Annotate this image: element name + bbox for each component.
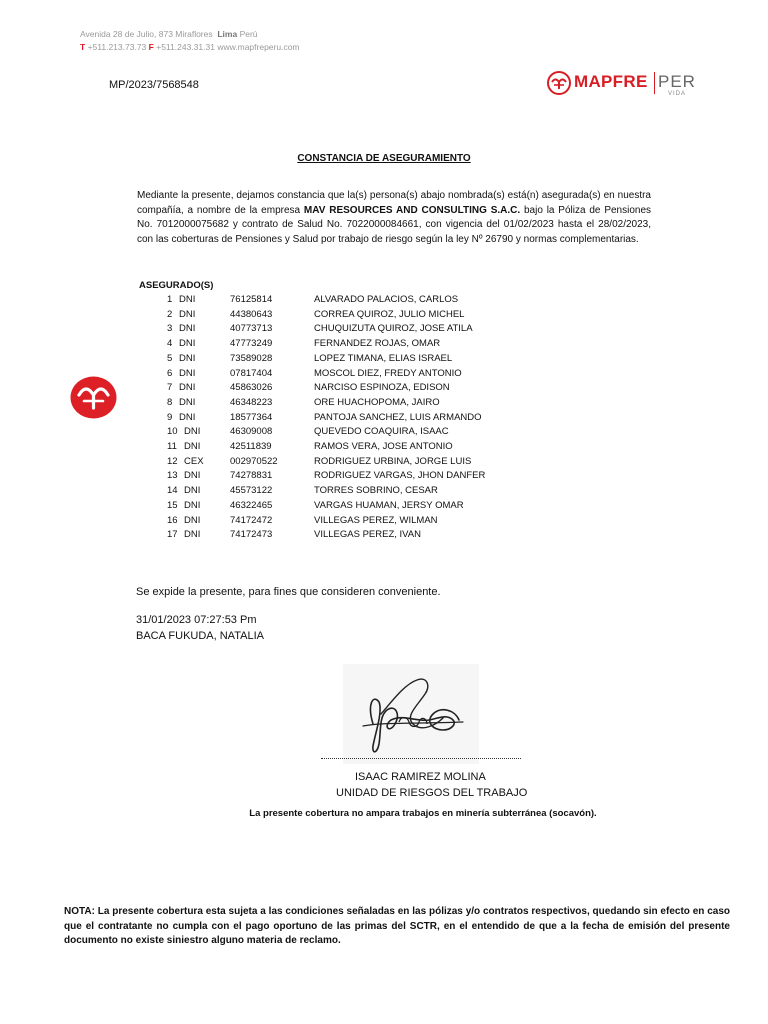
insured-doc-number: 18577364 xyxy=(230,411,273,423)
insured-doc-type: DNI xyxy=(179,338,196,350)
document-title: CONSTANCIA DE ASEGURAMIENTO xyxy=(297,153,471,164)
insured-doc-number: 46309008 xyxy=(230,426,273,438)
insured-list xyxy=(0,294,768,554)
insured-name: RAMOS VERA, JOSE ANTONIO xyxy=(314,441,453,452)
city: Lima xyxy=(217,29,238,39)
insured-number: 10 xyxy=(167,426,178,438)
insured-doc-type: DNI xyxy=(184,485,201,497)
insured-doc-number: 46348223 xyxy=(230,396,273,408)
insured-name: RODRIGUEZ URBINA, JORGE LUIS xyxy=(314,455,472,467)
insured-number: 6 xyxy=(167,367,173,379)
insured-number: 7 xyxy=(167,382,173,394)
insured-doc-type: DNI xyxy=(184,514,201,526)
insured-number: 9 xyxy=(167,411,173,423)
insured-name: VILLEGAS PEREZ, WILMAN xyxy=(314,514,438,526)
insured-doc-number: 45573122 xyxy=(230,485,273,497)
issuer-name: BACA FUKUDA, NATALIA xyxy=(136,630,264,642)
mapfre-logo-icon xyxy=(547,71,571,95)
insured-row xyxy=(0,500,768,514)
intro-text-1: Mediante la presente, dejamos constancia que la(s) persona(s) abajo nombrada(s) está(n) asegurada(s) en nuestra compañía, a nombre de la empresa xyxy=(137,190,651,216)
company-name: MAV RESOURCES AND CONSULTING S.A.C. xyxy=(303,204,521,216)
insured-row xyxy=(0,441,768,455)
signer-name: ISAAC RAMIREZ MOLINA xyxy=(355,771,486,783)
insured-name: TORRES SOBRINO, CESAR xyxy=(314,485,438,497)
insured-number: 2 xyxy=(167,308,173,320)
insured-row xyxy=(0,529,768,543)
insured-row xyxy=(0,412,768,426)
insured-number: 14 xyxy=(167,485,178,497)
address-line-1 xyxy=(80,28,300,41)
insured-number: 8 xyxy=(167,396,173,408)
insured-number: 12 xyxy=(167,455,178,467)
insured-row xyxy=(0,515,768,529)
document-reference: MP/2023/7568548 xyxy=(109,79,199,91)
insured-row xyxy=(0,323,768,337)
insured-doc-type: DNI xyxy=(184,499,201,511)
insured-doc-type: DNI xyxy=(179,323,196,335)
insured-row xyxy=(0,294,768,308)
insured-number: 5 xyxy=(167,352,173,364)
insured-name: RODRIGUEZ VARGAS, JHON DANFER xyxy=(314,470,486,482)
signature-line xyxy=(321,758,521,759)
insured-number: 13 xyxy=(167,470,178,482)
insured-row xyxy=(0,470,768,484)
closing-statement: Se expide la presente, para fines que consideren conveniente. xyxy=(136,586,441,598)
insured-doc-type: DNI xyxy=(179,294,196,305)
logo-divider xyxy=(654,72,655,94)
insured-number: 11 xyxy=(167,441,177,452)
handwritten-signature xyxy=(343,664,479,764)
intro-text-2: bajo la Póliza de Pensiones No. 7012000075682 y contrato de Salud No. 7022000084661, con vigencia del 01/02/2023 hasta el 28/02/2023, con las coberturas de Pensiones y Salud por trabajo de riesgo según la ley Nº 26790 y normas complementarias. xyxy=(137,204,652,245)
fax-label: F xyxy=(148,42,154,52)
insured-row xyxy=(0,397,768,411)
logo-brand: MAPFRE xyxy=(574,72,648,91)
insured-doc-type: DNI xyxy=(184,470,201,482)
insured-doc-number: 44380643 xyxy=(230,308,273,320)
insured-row xyxy=(0,456,768,470)
insured-number: 4 xyxy=(167,338,173,350)
insured-name: NARCISO ESPINOZA, EDISON xyxy=(314,382,450,394)
insured-name: ALVARADO PALACIOS, CARLOS xyxy=(314,294,459,305)
phone-label: T xyxy=(80,42,86,52)
insured-doc-type: DNI xyxy=(179,396,196,408)
coverage-note: La presente cobertura no ampara trabajos en minería subterránea (socavón). xyxy=(249,808,597,819)
insured-doc-number: 76125814 xyxy=(230,294,273,305)
insured-doc-number: 45863026 xyxy=(230,382,273,394)
insured-heading: ASEGURADO(S) xyxy=(139,280,214,291)
insured-doc-number: 74278831 xyxy=(230,470,273,482)
signer-unit: UNIDAD DE RIESGOS DEL TRABAJO xyxy=(336,787,528,799)
insured-doc-type: CEX xyxy=(184,455,204,467)
address-line-2 xyxy=(80,41,300,54)
insured-doc-type: DNI xyxy=(184,529,201,541)
insured-name: LOPEZ TIMANA, ELIAS ISRAEL xyxy=(314,352,453,364)
insured-row xyxy=(0,485,768,499)
legal-note: NOTA: La presente cobertura esta sujeta a las condiciones señaladas en las pólizas y/o contratos respectivos, quedando sin efecto en caso que el contratante no cumpla con el pago oportuno de las primas del SCTR, en el entendido de que a la fecha de emisión del presente documento no existe siniestro alguno materia de reclamo. xyxy=(64,906,730,946)
insured-doc-number: 42511839 xyxy=(230,441,272,452)
mapfre-logo xyxy=(546,70,696,96)
insured-name: MOSCOL DIEZ, FREDY ANTONIO xyxy=(314,367,462,379)
insured-name: FERNANDEZ ROJAS, OMAR xyxy=(314,338,441,350)
insured-doc-type: DNI xyxy=(179,367,196,379)
insured-name: VARGAS HUAMAN, JERSY OMAR xyxy=(314,499,464,511)
country: Perú xyxy=(239,29,258,39)
insured-name: ORE HUACHOPOMA, JAIRO xyxy=(314,396,440,408)
insured-doc-type: DNI xyxy=(179,382,196,394)
insured-name: CHUQUIZUTA QUIROZ, JOSE ATILA xyxy=(314,323,473,335)
insured-doc-number: 74172473 xyxy=(230,529,273,541)
insured-number: 15 xyxy=(167,499,178,511)
insured-number: 1 xyxy=(167,294,173,305)
company-address xyxy=(80,28,300,54)
website: www.mapfreperu.com xyxy=(217,42,300,52)
insured-doc-number: 07817404 xyxy=(230,367,273,379)
fax-number: +511.243.31.31 xyxy=(156,42,215,52)
insured-doc-number: 74172472 xyxy=(230,514,273,526)
insured-doc-type: DNI xyxy=(179,308,196,320)
insured-name: CORREA QUIROZ, JULIO MICHEL xyxy=(314,308,465,320)
insured-doc-number: 46322465 xyxy=(230,499,273,511)
insured-row xyxy=(0,353,768,367)
insured-doc-type: DNI xyxy=(179,411,196,423)
insured-name: PANTOJA SANCHEZ, LUIS ARMANDO xyxy=(314,411,482,423)
street-address: Avenida 28 de Julio, 873 Miraflores xyxy=(80,29,213,39)
insured-doc-type: DNI xyxy=(184,426,201,438)
issue-datetime: 31/01/2023 07:27:53 Pm xyxy=(136,614,257,626)
insured-doc-number: 40773713 xyxy=(230,323,273,335)
insured-number: 3 xyxy=(167,323,173,335)
insured-row xyxy=(0,338,768,352)
insured-doc-number: 47773249 xyxy=(230,338,273,350)
insured-doc-type: DNI xyxy=(179,352,196,364)
intro-paragraph xyxy=(137,189,651,247)
insured-name: QUEVEDO COAQUIRA, ISAAC xyxy=(314,426,449,438)
insured-row xyxy=(0,426,768,440)
insured-number: 16 xyxy=(167,514,178,526)
insured-row xyxy=(0,309,768,323)
phone-number: +511.213.73.73 xyxy=(87,42,147,52)
insured-doc-number: 002970522 xyxy=(230,455,278,467)
insured-number: 17 xyxy=(167,529,178,541)
insured-doc-number: 73589028 xyxy=(230,352,273,364)
insured-name: VILLEGAS PEREZ, IVAN xyxy=(314,529,422,541)
insured-doc-type: DNI xyxy=(184,441,201,452)
insured-row xyxy=(0,368,768,382)
logo-country: PER xyxy=(658,72,696,91)
logo-tagline: VIDA xyxy=(668,91,687,96)
insured-row xyxy=(0,382,768,396)
